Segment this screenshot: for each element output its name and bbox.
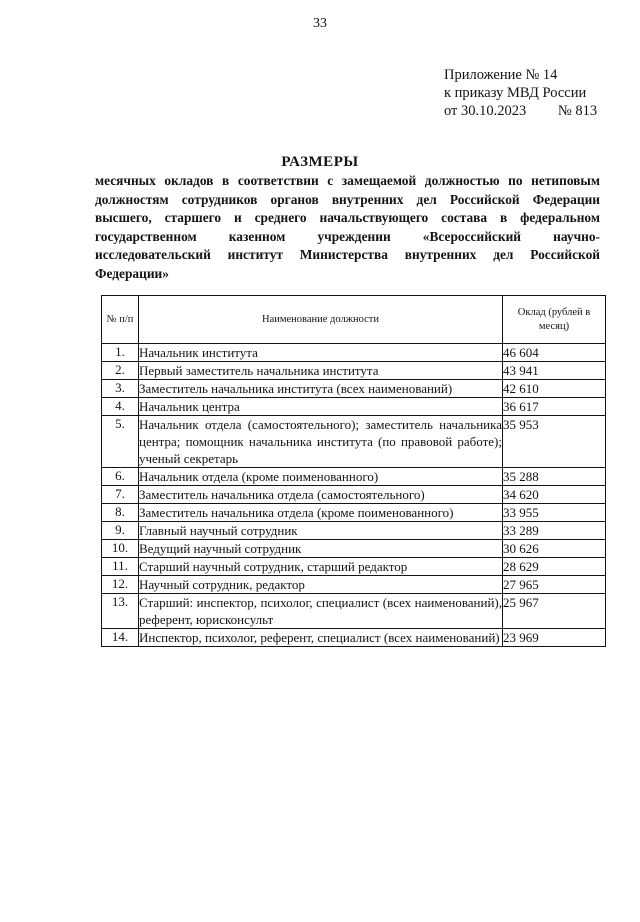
row-position: Первый заместитель начальника института — [139, 362, 503, 380]
row-salary: 36 617 — [503, 398, 606, 416]
row-number: 10. — [102, 540, 139, 558]
table-row — [102, 398, 606, 416]
table-row — [102, 468, 606, 486]
row-position: Ведущий научный сотрудник — [139, 540, 503, 558]
row-position: Научный сотрудник, редактор — [139, 576, 503, 594]
row-position: Начальник отдела (кроме поименованного) — [139, 468, 503, 486]
row-salary: 27 965 — [503, 576, 606, 594]
date-prefix: от — [444, 103, 458, 119]
appendix-title: Приложение № 14 — [444, 67, 558, 83]
row-salary: 33 289 — [503, 522, 606, 540]
table-row — [102, 558, 606, 576]
row-position: Старший: инспектор, психолог, специалист (всех наименований), референт, юрисконсульт — [139, 595, 502, 627]
table-row — [102, 594, 606, 629]
salary-table — [101, 295, 606, 647]
row-number: 8. — [102, 504, 139, 522]
row-salary: 42 610 — [503, 380, 606, 398]
row-number: 2. — [102, 362, 139, 380]
order-number: 813 — [575, 103, 598, 119]
row-number: 5. — [102, 416, 139, 468]
appendix-order-ref: к приказу МВД России — [444, 85, 587, 101]
table-row — [102, 522, 606, 540]
table-row — [102, 362, 606, 380]
header-num: № п/п — [102, 296, 139, 344]
number-sign: № — [557, 103, 572, 119]
row-number: 1. — [102, 344, 139, 362]
row-salary: 28 629 — [503, 558, 606, 576]
row-position: Заместитель начальника отдела (самостоятельного) — [139, 486, 503, 504]
row-number: 4. — [102, 398, 139, 416]
table-row — [102, 380, 606, 398]
table-row — [102, 576, 606, 594]
row-number: 13. — [102, 594, 139, 629]
row-number: 9. — [102, 522, 139, 540]
order-date: 30.10.2023 — [461, 103, 527, 119]
table-row — [102, 629, 606, 647]
row-position: Начальник отдела (самостоятельного); заместитель начальника центра; помощник начальника института (по правовой работе); ученый секретарь — [139, 417, 502, 466]
row-salary: 46 604 — [503, 344, 606, 362]
table-header-row — [102, 296, 606, 344]
appendix-date-line — [444, 102, 634, 120]
row-salary: 30 626 — [503, 540, 606, 558]
row-number: 12. — [102, 576, 139, 594]
row-salary: 43 941 — [503, 362, 606, 380]
row-position: Заместитель начальника отдела (кроме поименованного) — [139, 504, 503, 522]
table-row — [102, 540, 606, 558]
row-number: 11. — [102, 558, 139, 576]
row-salary: 35 953 — [503, 416, 606, 468]
row-number: 14. — [102, 629, 139, 647]
row-position: Старший научный сотрудник, старший редактор — [139, 558, 503, 576]
table-row — [102, 486, 606, 504]
table-row — [102, 344, 606, 362]
document-title: РАЗМЕРЫ — [281, 154, 359, 170]
row-position: Главный научный сотрудник — [139, 522, 503, 540]
row-number: 7. — [102, 486, 139, 504]
row-position: Начальник института — [139, 344, 503, 362]
row-position: Начальник центра — [139, 398, 503, 416]
header-position: Наименование должности — [139, 296, 503, 344]
row-salary: 33 955 — [503, 504, 606, 522]
row-salary: 34 620 — [503, 486, 606, 504]
page-number: 33 — [313, 16, 327, 31]
row-number: 6. — [102, 468, 139, 486]
header-salary: Оклад (рублей в месяц) — [503, 296, 606, 344]
row-salary: 35 288 — [503, 468, 606, 486]
row-salary: 23 969 — [503, 629, 606, 647]
document-subtitle: месячных окладов в соответствии с замещаемой должностью по нетиповым должностям сотрудников органов внутренних дел Российской Федерации высшего, старшего и среднего начальствующего состава в федеральном государственном казенном учреждении «Всероссийский научно-исследовательский институт Министерства внутренних дел Российской Федерации» — [95, 173, 600, 281]
row-salary: 25 967 — [503, 594, 606, 629]
appendix-block — [444, 66, 634, 120]
table-row — [102, 416, 606, 468]
row-position: Заместитель начальника института (всех наименований) — [139, 380, 503, 398]
table-row — [102, 504, 606, 522]
row-position: Инспектор, психолог, референт, специалист (всех наименований) — [139, 629, 503, 647]
row-number: 3. — [102, 380, 139, 398]
